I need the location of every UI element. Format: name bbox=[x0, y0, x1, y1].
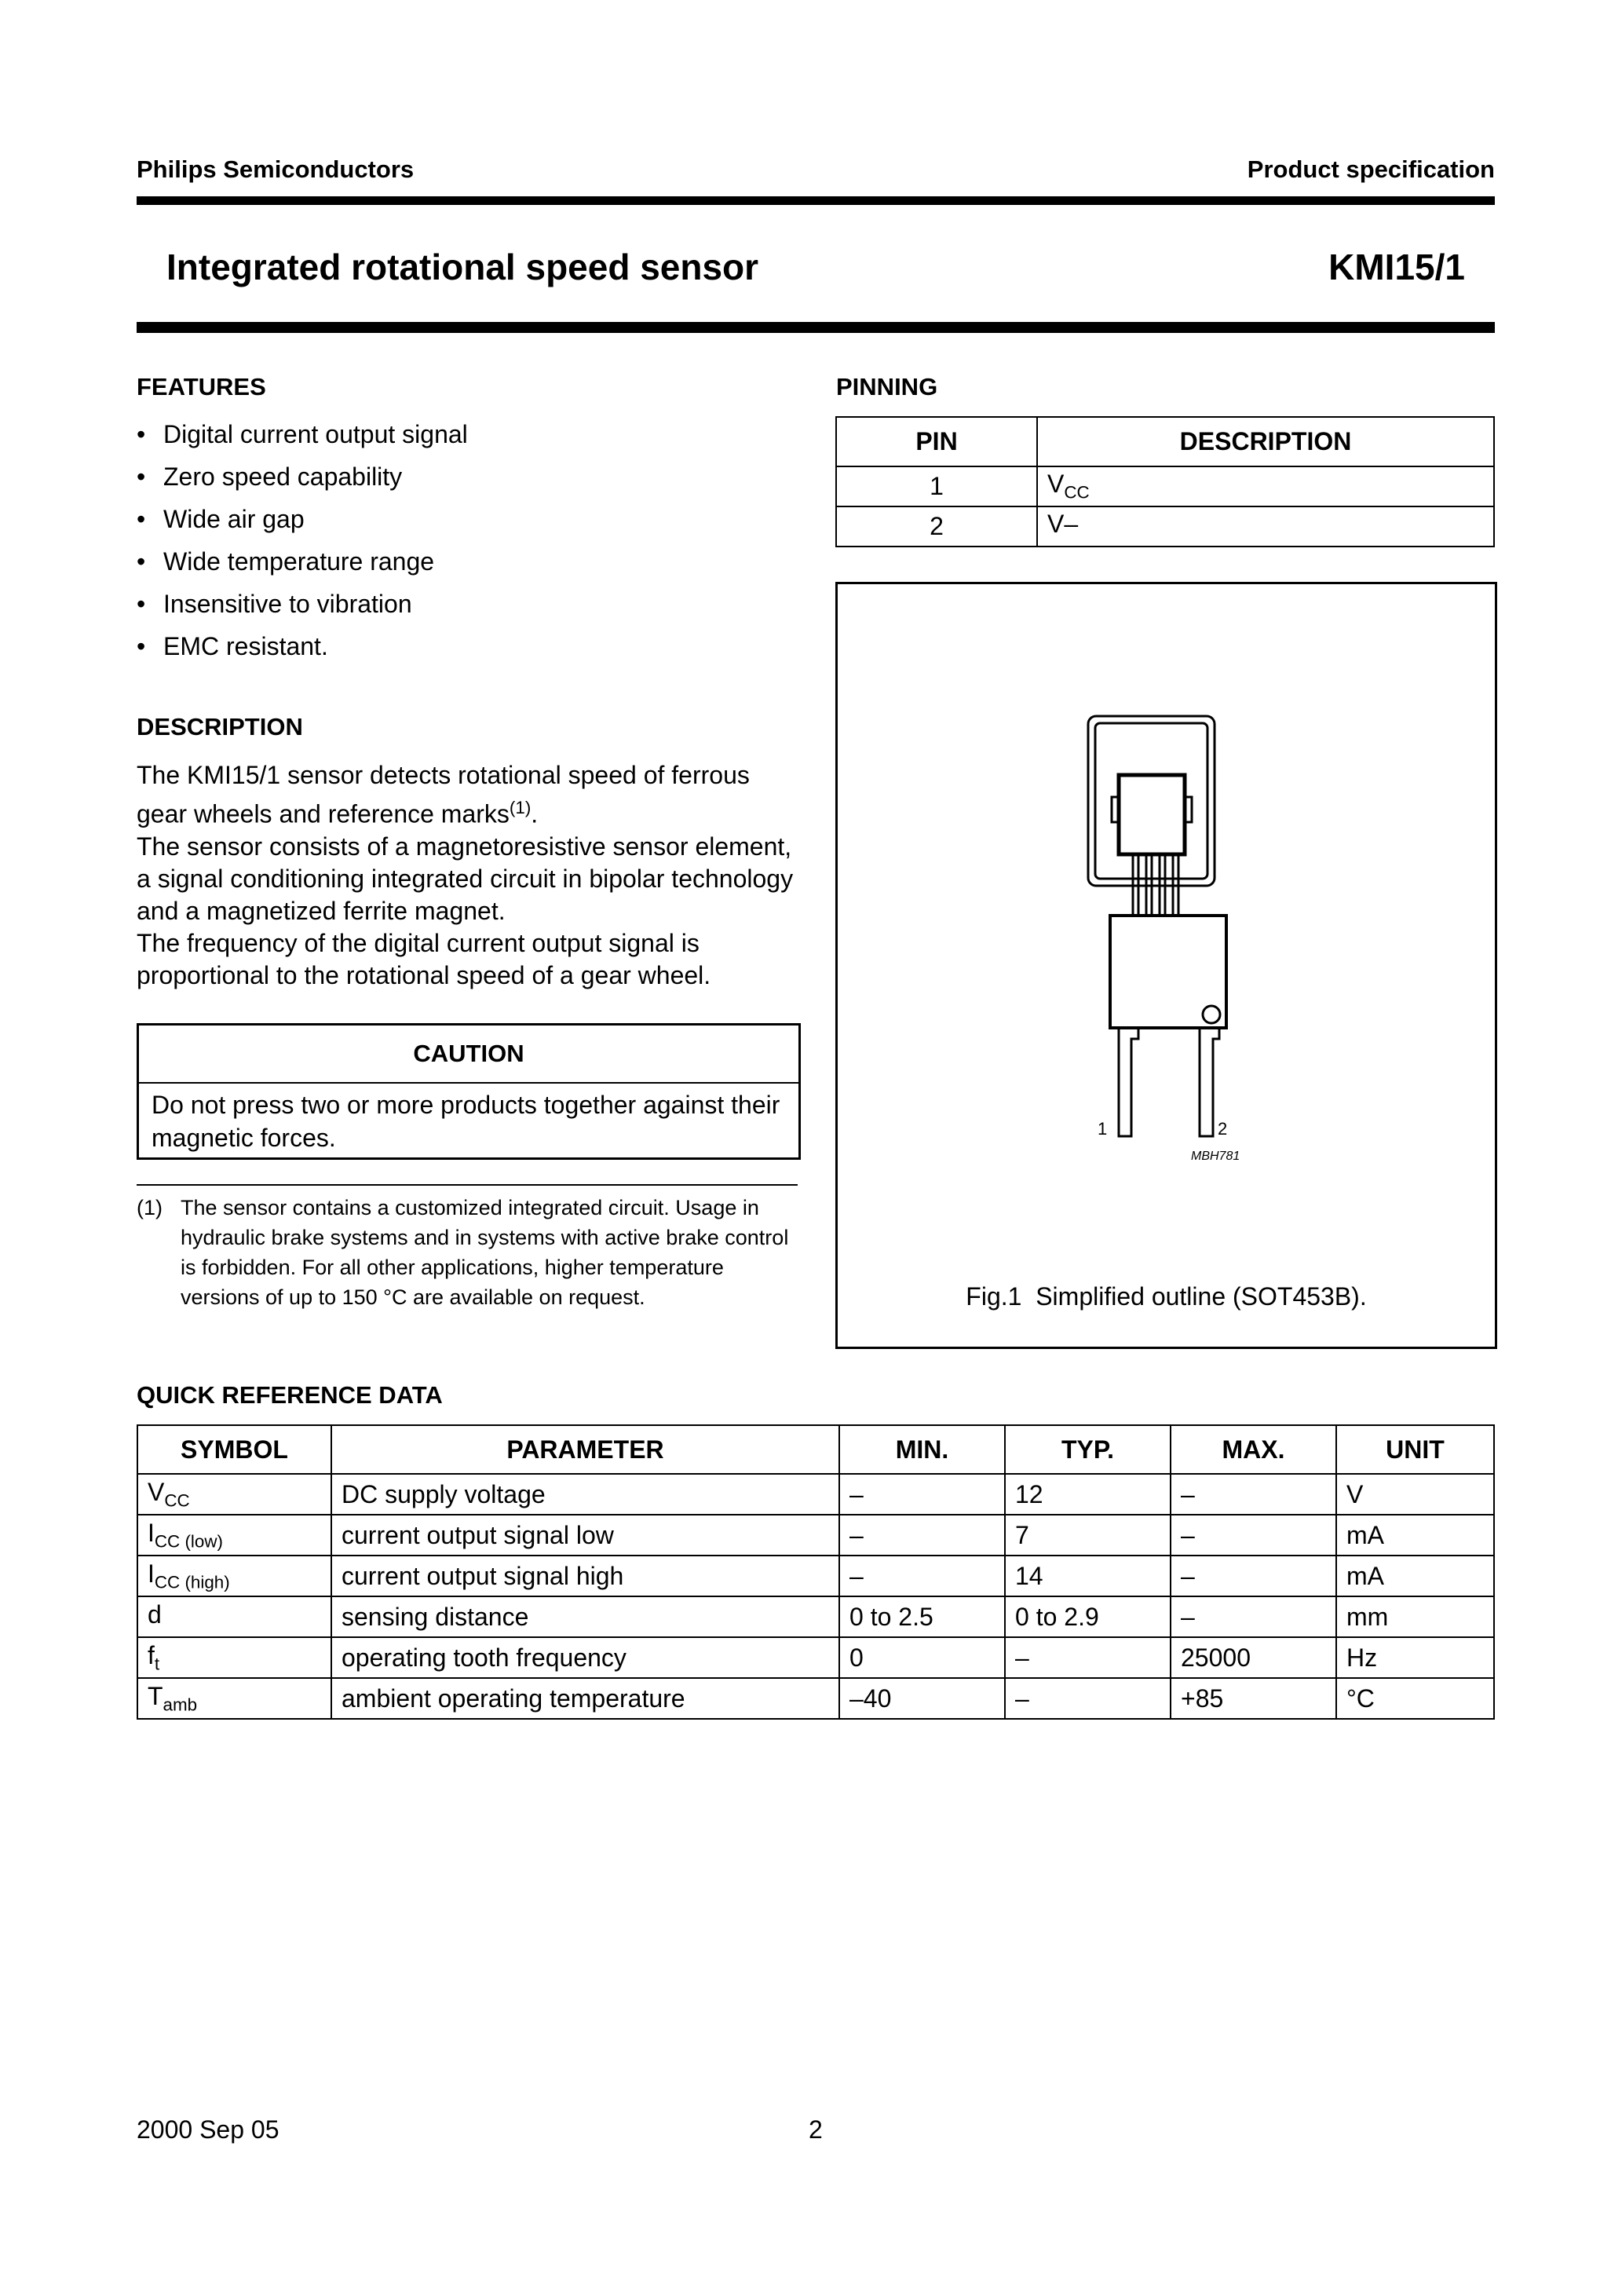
unit-cell: V bbox=[1336, 1474, 1494, 1515]
pin-cell: 2 bbox=[836, 506, 1037, 547]
parameter-cell: ambient operating temperature bbox=[331, 1678, 839, 1719]
features-heading: FEATURES bbox=[137, 373, 266, 400]
quick-reference-heading: QUICK REFERENCE DATA bbox=[137, 1381, 443, 1409]
header-rule bbox=[137, 196, 1495, 205]
table-row bbox=[836, 466, 1494, 506]
footer-date: 2000 Sep 05 bbox=[137, 2115, 279, 2144]
features-list bbox=[137, 419, 780, 673]
feature-item: • Wide air gap bbox=[137, 503, 780, 546]
table-row bbox=[137, 1678, 1494, 1719]
table-row bbox=[137, 1637, 1494, 1678]
symbol-cell: $I_{CC (high)}$ bbox=[137, 1556, 331, 1596]
package-outline-drawing bbox=[838, 584, 1495, 1347]
unit-cell: Hz bbox=[1336, 1637, 1494, 1678]
die-tab-left bbox=[1112, 797, 1119, 822]
max-cell: +85 bbox=[1171, 1678, 1336, 1719]
footnote-reference[interactable]: (1) bbox=[509, 798, 532, 817]
max-cell: – bbox=[1171, 1556, 1336, 1596]
feature-item: • Zero speed capability bbox=[137, 461, 780, 503]
pinning-table bbox=[835, 416, 1495, 547]
footnote-text: The sensor contains a customized integrated circuit. Usage in hydraulic brake systems and in systems with active brake control is forbidden. For all other applications, higher temperature versions of up to 150 °C are available on request. bbox=[181, 1196, 789, 1309]
package-body bbox=[1110, 916, 1226, 1028]
symbol-cell: $f_t$ bbox=[137, 1637, 331, 1678]
quick-reference-table bbox=[137, 1424, 1495, 1720]
ic-die bbox=[1119, 775, 1185, 854]
pin-1 bbox=[1119, 1028, 1138, 1136]
column-header: DESCRIPTION bbox=[1037, 417, 1494, 466]
drawing-code: MBH781 bbox=[1191, 1150, 1240, 1163]
min-cell: – bbox=[839, 1556, 1005, 1596]
column-header: MAX. bbox=[1171, 1425, 1336, 1474]
column-header: MIN. bbox=[839, 1425, 1005, 1474]
description-paragraph-1: The KMI15/1 sensor detects rotational speed of ferrous gear wheels and reference marks$^{(1)}$. bbox=[137, 761, 750, 828]
symbol-cell: d bbox=[137, 1596, 331, 1637]
max-cell: – bbox=[1171, 1515, 1336, 1556]
pin-cell: 1 bbox=[836, 466, 1037, 506]
feature-item: • Insensitive to vibration bbox=[137, 588, 780, 631]
max-cell: – bbox=[1171, 1596, 1336, 1637]
max-cell: 25000 bbox=[1171, 1637, 1336, 1678]
feature-item: • EMC resistant. bbox=[137, 631, 780, 673]
die-tab-right bbox=[1185, 797, 1192, 822]
page-number: 2 bbox=[809, 2115, 823, 2144]
symbol-cell: $V_{CC}$ bbox=[137, 1474, 331, 1515]
typ-cell: 14 bbox=[1005, 1556, 1171, 1596]
column-header: SYMBOL bbox=[137, 1425, 331, 1474]
table-row bbox=[836, 506, 1494, 547]
description-body bbox=[137, 759, 801, 992]
description-heading: DESCRIPTION bbox=[137, 713, 303, 740]
max-cell: – bbox=[1171, 1474, 1336, 1515]
pin-2-label: 2 bbox=[1218, 1119, 1228, 1139]
caution-text: Do not press two or more products together against their magnetic forces. bbox=[152, 1091, 780, 1152]
unit-cell: mA bbox=[1336, 1556, 1494, 1596]
caution-heading: CAUTION bbox=[139, 1026, 798, 1084]
feature-item: • Wide temperature range bbox=[137, 546, 780, 588]
description-paragraph-3: The frequency of the digital current output signal is proportional to the rotational speed of a gear wheel. bbox=[137, 928, 711, 989]
unit-cell: °C bbox=[1336, 1678, 1494, 1719]
table-row bbox=[137, 1515, 1494, 1556]
company-name: Philips Semiconductors bbox=[137, 155, 415, 183]
description-paragraph-2: The sensor consists of a magnetoresistive sensor element, a signal conditioning integrated circuit in bipolar technology and a magnetized ferrite magnet. bbox=[137, 832, 794, 925]
description-cell: $V_{CC}$ bbox=[1037, 466, 1494, 506]
title-rule bbox=[137, 322, 1495, 333]
symbol-cell: $T_{amb}$ bbox=[137, 1678, 331, 1719]
feature-item: • Digital current output signal bbox=[137, 419, 780, 461]
pin-1-label: 1 bbox=[1098, 1119, 1108, 1139]
unit-cell: mA bbox=[1336, 1515, 1494, 1556]
min-cell: 0 bbox=[839, 1637, 1005, 1678]
parameter-cell: sensing distance bbox=[331, 1596, 839, 1637]
parameter-cell: current output signal low bbox=[331, 1515, 839, 1556]
caution-box bbox=[137, 1023, 801, 1160]
min-cell: 0 to 2.5 bbox=[839, 1596, 1005, 1637]
column-header: PARAMETER bbox=[331, 1425, 839, 1474]
table-header-row bbox=[137, 1425, 1494, 1474]
typ-cell: 0 to 2.9 bbox=[1005, 1596, 1171, 1637]
min-cell: – bbox=[839, 1515, 1005, 1556]
typ-cell: 12 bbox=[1005, 1474, 1171, 1515]
figure-box bbox=[835, 582, 1497, 1349]
parameter-cell: DC supply voltage bbox=[331, 1474, 839, 1515]
parameter-cell: operating tooth frequency bbox=[331, 1637, 839, 1678]
table-row bbox=[137, 1474, 1494, 1515]
typ-cell: – bbox=[1005, 1637, 1171, 1678]
document-type: Product specification bbox=[1247, 155, 1495, 183]
footnote-rule bbox=[137, 1184, 798, 1186]
table-row bbox=[137, 1596, 1494, 1637]
figure-caption: Fig.1 Simplified outline (SOT453B). bbox=[966, 1282, 1367, 1311]
min-cell: – bbox=[839, 1474, 1005, 1515]
min-cell: –40 bbox=[839, 1678, 1005, 1719]
typ-cell: 7 bbox=[1005, 1515, 1171, 1556]
column-header: UNIT bbox=[1336, 1425, 1494, 1474]
table-header-row bbox=[836, 417, 1494, 466]
column-header: PIN bbox=[836, 417, 1037, 466]
typ-cell: – bbox=[1005, 1678, 1171, 1719]
pinning-heading: PINNING bbox=[836, 373, 938, 400]
part-number: KMI15/1 bbox=[1328, 247, 1465, 287]
footnote-marker: (1) bbox=[137, 1196, 163, 1219]
description-cell: V– bbox=[1037, 506, 1494, 547]
column-header: TYP. bbox=[1005, 1425, 1171, 1474]
pin-one-marker bbox=[1203, 1006, 1220, 1023]
parameter-cell: current output signal high bbox=[331, 1556, 839, 1596]
product-title: Integrated rotational speed sensor bbox=[166, 247, 759, 287]
symbol-cell: $I_{CC (low)}$ bbox=[137, 1515, 331, 1556]
unit-cell: mm bbox=[1336, 1596, 1494, 1637]
table-row bbox=[137, 1556, 1494, 1596]
pin-2 bbox=[1200, 1028, 1219, 1136]
